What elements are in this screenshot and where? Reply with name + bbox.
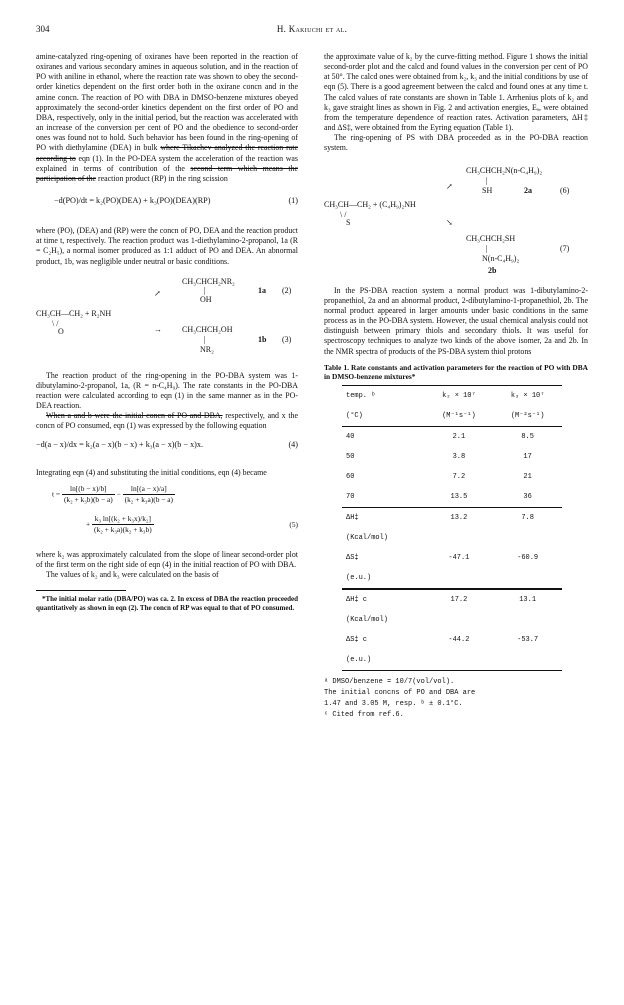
table-cell: 7.8: [521, 513, 534, 522]
table-cell: ΔH‡: [346, 513, 359, 522]
table-cell: 2.1: [452, 432, 466, 441]
table-row: [342, 589, 562, 610]
scheme-bond: |: [204, 334, 206, 344]
struck-text: second term which means the participation of the: [36, 163, 298, 183]
scheme-label-2b: 2b: [488, 265, 497, 275]
table-cell: 3.8: [452, 452, 466, 461]
equation-number: (5): [289, 519, 298, 529]
table-cell: (e.u.): [346, 573, 372, 582]
table-cell: (e.u.): [342, 650, 425, 671]
arrow-icon: →: [154, 324, 162, 334]
right-column: [324, 52, 588, 721]
table-row: [342, 568, 562, 589]
scheme-reactant: CH₃CH—CH₂ + R₂NH: [36, 308, 112, 318]
table-note: ᵃ DMSO/benzene = 10/7(vol/vol).: [324, 677, 455, 686]
scheme-label-1b: 1b: [258, 334, 267, 344]
equation-lhs: −d(a − x)/dx: [36, 439, 78, 449]
paragraph: In the PS-DBA reaction system a normal product was 1-dibutylamino-2-propanethiol, 2a and an abnormal product, 2-dibutylamino-1-propanethiol, 2b. The normal product appeared in larger amounts under basic conditions in the same process as in the PO-DBA system. However, the usual chemical analysis could not distinguish between primary thiols and secondary thiols. It was useful for spectroscopy techniques to analyze two kinds of the above isomer, 2a and 2b. In the NMR spectra of products of the PS-DBA system thiol protons: [324, 285, 588, 356]
table-row: [342, 650, 562, 671]
table-title: Table 1. Rate constants and activation parameters for the reaction of PO with DBA in DMSO-benzene mixtures*: [324, 362, 588, 381]
scheme-oxygen: O: [58, 326, 64, 336]
table-cell: 17.2: [425, 589, 494, 610]
scheme-number-7: (7): [560, 243, 570, 253]
paragraph: The ring-opening of PS with DBA proceeded as in the PO-DBA reaction system.: [324, 133, 588, 153]
table-cell: (Kcal/mol): [346, 615, 389, 624]
table-note: ᶜ Cited from ref.6.: [324, 710, 404, 719]
arrow-icon: ↘: [446, 217, 453, 227]
scheme-number-3: (3): [282, 334, 292, 344]
scheme-bond: |: [204, 285, 206, 295]
table-cell: 70: [342, 487, 425, 508]
fraction: $\frac{\text{k₃ ln[(k₂ + k₃x)/k₂]}}{\text{(k₂ + k₃a)(k₂ + k₃b)}}$: [94, 513, 152, 534]
paragraph: The values of k₂ and k₃ were calculated on the basis of: [46, 570, 219, 580]
table-row: [342, 487, 562, 508]
table-cell: 50: [346, 452, 355, 461]
scheme-bond: |: [486, 175, 488, 185]
struck-text: When a and b were the initial concn of PO and DBA,: [46, 411, 223, 421]
scheme-sulfur: S: [346, 217, 351, 227]
scheme-product-1: CH₃CHCH₂N(n-C₄H₉)₂: [466, 165, 543, 175]
table-row: [342, 528, 562, 548]
equation-1: [54, 196, 298, 216]
table-row: [342, 447, 562, 467]
table-row: [342, 630, 562, 650]
page-number: 304: [36, 24, 50, 34]
equation-rhs: = k₂(a − x)(b − x) + k₃(a − x)(b − x)x.: [79, 439, 204, 449]
running-title: H. Kakiuchi et al.: [276, 24, 348, 34]
reaction-scheme-2: [324, 160, 588, 280]
table-header-row: [342, 385, 562, 406]
fraction: $\frac{\ln[(b - x)/b]}{\text{(k₂ + k₃b)(b − a)}}$: [63, 483, 113, 504]
arrow-icon: ↗: [154, 288, 161, 298]
table-cell: ΔH‡ c: [342, 589, 425, 610]
table-cell: 13.5: [425, 487, 494, 508]
table-cell: -60.9: [517, 553, 539, 562]
table-row: [342, 426, 562, 447]
table-cell: -53.7: [517, 635, 539, 644]
table-header-row: [342, 406, 562, 427]
table-cell: 21: [523, 472, 532, 481]
scheme-product-2: CH₃CHCH₂SH: [466, 233, 516, 243]
table-notes: [324, 677, 588, 721]
scheme-bond: |: [486, 243, 488, 253]
scheme-product-2-sub: N(n-C₄H₉)₂: [482, 253, 520, 263]
paragraph: The reaction product of the ring-opening in the PO-DBA system was 1-dibutylamino-2-propanol, 1a, (R = n-C₄H₉). The rate constants in the PO-DBA reaction were calculated according to eqn (1) in the same manner as in the PO-DEA reaction.: [36, 370, 298, 411]
footnote: *The initial molar ratio (DBA/PO) was ca. 2. In excess of DBA the reaction proceeded quantitatively as shown in eqn (2). The concn of RP was equal to that of PO consumed.: [36, 595, 298, 612]
scheme-reactant: CH₃CH—CH₂ + (C₄H₉)₂NH: [324, 199, 416, 209]
left-column: amine-catalyzed ring-opening of oxiranes have been reported in the reaction of oxiranes and various secondary amines in aqueous solution, and in the reaction of PO with aniline in ethanol, where the reaction rate was shown to obey the second-order kinetics dependent on the first order both in the oxirane concn and in the amine concn. The reaction of PO with DBA in DMSO-benzene mixtures obeyed approximately the second-order kinetics dependent on the first order of PO and DBA, respectively, only in the initial period, but the reaction was accelerated with an increase of the conversion per cent of PO and the obedience to second-order ones was found not to hold. Such behavior has been found in the ring-opening of PO with diethylamine (DEA) in bulk where Tikachev analyzed the reaction rate according to eqn (1). In the PO-DEA system the acceleration of the reaction was explained in terms of contribution of the second term which means the participation of the reaction product (RP) in the ring scission −d(PO)/dt = k₂(PO)(DEA) + k₃(PO)(DEA)(RP) (1) where (PO), (DEA) and (RP) were the concn of PO, DEA and the reaction product at time t, respectively. The reaction product was 1-diethylamino-2-propanol, 1a (R = C₂H₅), a normal isomer produced as 1:1 adduct of PO and DEA. An abnormal product, 1b, was negligible under neutral or basic conditions. CH₃CHCH₂NR₂ | OH 1a (2) ↗ CH₃CH—CH₂ + R₂NH \ / O → CH₃CHCH₂OH | NR₂ 1b (3) The reaction product of the ring-opening in the PO-DBA system was 1-dibutylamino-2-propanol, 1a, (R = n-C₄H₉). The rate constants in the PO-DBA reaction were calculated according to eqn (1) in the same manner as in the PO-DEA reaction. When a and b were the initial concn of PO and DBA, respectively, and x the concn of PO consumed, eqn (1) was expressed by the following equation −d(a − x)/dx = k₂(a − x)(b − x) + k₃(a − x)(b − x)x. (4) Integrating eqn (4) and substituting the initial conditions, eqn (4) became t = $\frac{\ln[(b - x)/b]}{\text{(k₂ + k₃b)(b − a)}}$ − $\frac{\ln[(a - x)/a]}{\text{(k₂ + k₃a)(b − a)}}$ + $\frac{\text{k₃ ln[(k₂ + k₃x)/k₂]}}{\text{(k₂ + k₃a)(k₂ + k₃b)}}$ (5) where k₂ was approximately calculated from the slope of linear second-order plot of the first term on the right side of eqn (4) in the initial reaction of PO with DBA. The values of k₂ and k₃ were calculated on the basis of *The initial molar ratio (DBA/PO) was ca. 2. In excess of DBA the reaction proceeded quantitatively as shown in eqn (2). The concn of RP was equal to that of PO consumed.: [36, 52, 298, 612]
scheme-label-2a: 2a: [524, 185, 532, 195]
table-row: [342, 548, 562, 568]
table-header: (M⁻¹s⁻¹): [425, 406, 494, 427]
equation-rhs: = k₂(PO)(DEA) + k₃(PO)(DEA)(RP): [89, 196, 211, 206]
page-header: [36, 24, 588, 38]
table-cell: 40: [346, 432, 355, 441]
paragraph: amine-catalyzed ring-opening of oxiranes have been reported in the reaction of oxiranes and various secondary amines in aqueous solution, and in the reaction of PO with aniline in ethanol, where the reaction rate was shown to obey the second-order kinetics dependent on the first order both in the oxirane concn and in the amine concn. The reaction of PO with DBA in DMSO-benzene mixtures obeyed approximately the second-order kinetics dependent on the first order of PO and DBA, respectively, only in the initial period, but the reaction was accelerated with an increase of the conversion per cent of PO and the obedience to second-order ones was found not to hold. Such behavior has been found in the ring-opening of PO with diethylamine (DEA) in bulk where Tikachev analyzed the reaction rate according to eqn (1). In the PO-DEA system the acceleration of the reaction was explained in terms of contribution of the second term which means the participation of the reaction product (RP) in the ring scission: [36, 52, 298, 183]
table-cell: ΔS‡ c: [346, 635, 368, 644]
paragraph: Integrating eqn (4) and substituting the initial conditions, eqn (4) became: [36, 467, 267, 477]
reaction-scheme-1: [36, 273, 298, 365]
scheme-product-2-sub: NR₂: [200, 344, 214, 354]
table-row: [342, 467, 562, 487]
scheme-number-2: (2): [282, 285, 292, 295]
equation-number: (4): [288, 439, 298, 449]
table-cell: 60: [346, 472, 355, 481]
footnote-divider: [36, 590, 126, 591]
scheme-product-1-sub: OH: [200, 294, 212, 304]
table-header: (°C): [342, 406, 425, 427]
scheme-number-6: (6): [560, 185, 570, 195]
table-header: k₂ × 10⁷: [425, 385, 494, 406]
table-cell: 7.2: [452, 472, 466, 481]
table-cell: -44.2: [448, 635, 470, 644]
arrow-icon: ↗: [446, 181, 453, 191]
table-cell: 17: [523, 452, 532, 461]
table-cell: 13.1: [493, 589, 562, 610]
equation-number: (1): [288, 196, 298, 206]
table-cell: 8.5: [521, 432, 534, 441]
rate-constants-table: [342, 385, 562, 671]
equation-4: [36, 440, 298, 460]
table-cell: 36: [493, 487, 562, 508]
table-header: k₃ × 10⁷: [493, 385, 562, 406]
table-cell: (Kcal/mol): [346, 533, 389, 542]
episulfide-ring-icon: \ /: [340, 209, 347, 219]
scheme-product-1: CH₃CHCH₂NR₂: [182, 276, 235, 286]
table-header: (M⁻²s⁻¹): [493, 406, 562, 427]
table-note: 1.47 and 3.05 M, resp. ᵇ ± 0.1°C.: [324, 699, 463, 708]
fraction: $\frac{\ln[(a - x)/a]}{\text{(k₂ + k₃a)(b − a)}}$: [124, 483, 173, 504]
scheme-label-1a: 1a: [258, 285, 266, 295]
table-row: [342, 507, 562, 528]
scheme-product-2: CH₃CHCH₂OH: [182, 324, 233, 334]
struck-text: where Tikachev analyzed the reaction rate according to: [36, 143, 298, 163]
table-header: temp. ᵇ: [342, 385, 425, 406]
equation-lhs: −d(PO)/dt: [54, 196, 88, 206]
table-row: [342, 610, 562, 630]
table-note: The initial concns of PO and DBA are: [324, 688, 476, 697]
scheme-product-1-sub: SH: [482, 185, 493, 195]
paragraph: where k₂ was approximately calculated from the slope of linear second-order plot of the first term on the right side of eqn (4) in the initial reaction of PO with DBA.: [36, 549, 298, 569]
paragraph: where (PO), (DEA) and (RP) were the concn of PO, DEA and the reaction product at time t, respectively. The reaction product was 1-diethylamino-2-propanol, 1a (R = C₂H₅), a normal isomer produced as 1:1 adduct of PO and DEA. An abnormal product, 1b, was negligible under neutral or basic conditions.: [36, 226, 298, 266]
table-cell: ΔS‡: [346, 553, 359, 562]
equation-5: t = $\frac{\ln[(b - x)/b]}{\text{(k₂ + k₃b)(b − a)}}$ − $\frac{\ln[(a - x)/a]}{\text{(k₂ + k₃a)(b − a)}}$ + $\frac{\text{k₃ ln[(k₂ + k₃x)/k₂]}}{\text{(k₂ + k₃a)(k₂ + k₃b)}}$ (5): [52, 483, 298, 534]
table-cell: 13.2: [450, 513, 468, 522]
epoxide-ring-icon: \ /: [52, 318, 59, 328]
table-cell: -47.1: [448, 553, 470, 562]
paragraph: the approximate value of k₂ by the curve-fitting method. Figure 1 shows the initial second-order plot and the calcd and found values in the conversion per cent of PO at 50°. The calcd ones were obtained from k₂, k₃ and the initial conditions by use of eqn (5). There is a good agreement between the calcd and found ones at any time t. The calcd values of rate constants are shown in Table 1. Arrhenius plots of k₂ and k₃ gave straight lines as shown in Fig. 2 and activation energies, Eₐ, were obtained from the temperature dependence of reaction rates. Activation parameters, ΔH‡ and ΔS‡, were obtained from the Eyring equation (Table 1).: [324, 52, 589, 133]
